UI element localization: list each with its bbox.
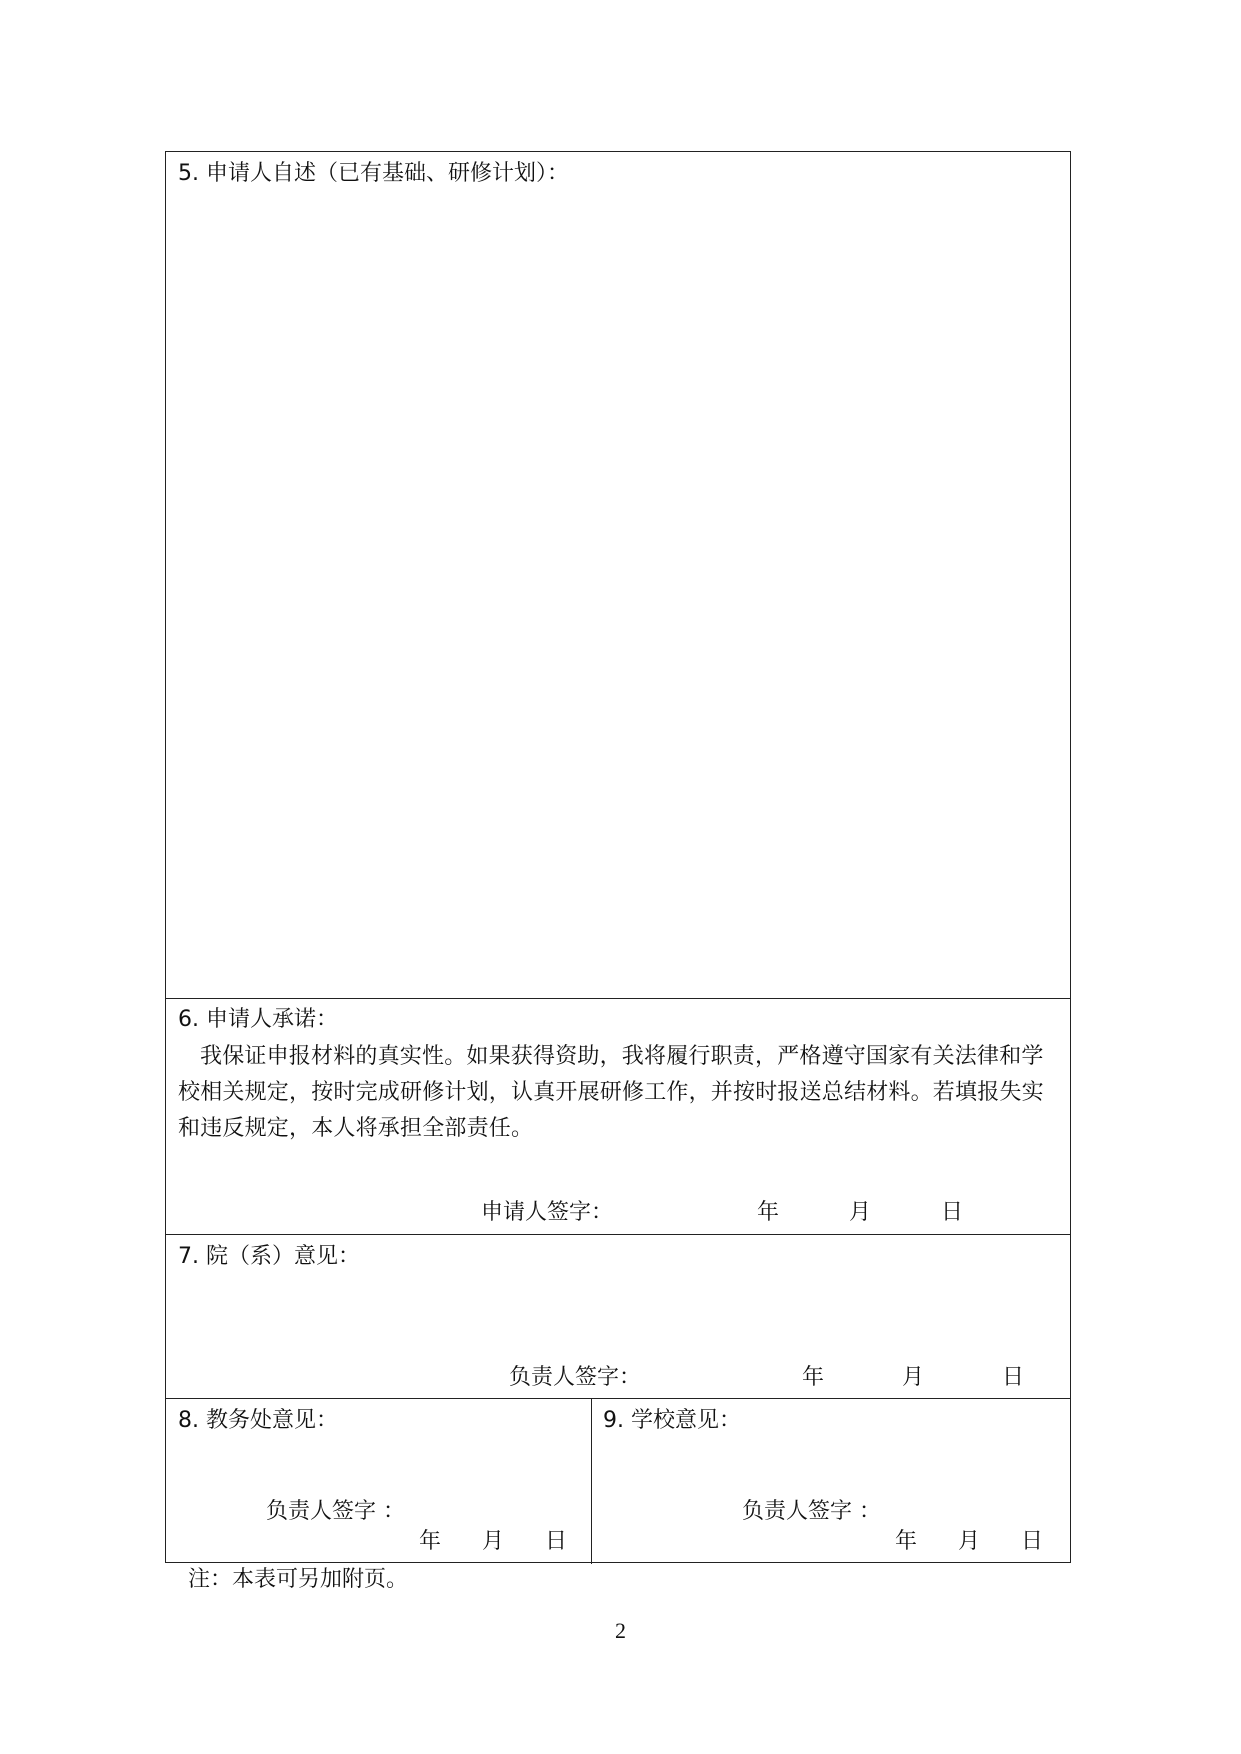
section-5-title: 5. 申请人自述（已有基础、研修计划）： — [178, 161, 569, 186]
section-9-year-label: 年 — [895, 1529, 918, 1554]
section-8-month-label: 月 — [482, 1529, 505, 1554]
section-8-title: 8. 教务处意见： — [178, 1408, 338, 1433]
divider-5-6 — [166, 998, 1070, 999]
section-7-year-label: 年 — [802, 1365, 825, 1390]
section-6-day-label: 日 — [941, 1200, 964, 1225]
section-8-year-label: 年 — [419, 1529, 442, 1554]
section-6-commitment-text: 我保证申报材料的真实性。如果获得资助，我将履行职责，严格遵守国家有关法律和学校相关规定，按时完成研修计划，认真开展研修工作，并按时报送总结材料。若填报失实和违反规定，本人将承担全部责任。 — [178, 1044, 1044, 1141]
section-9-day-label: 日 — [1021, 1529, 1044, 1554]
section-9-signature-label: 负责人签字 ： — [742, 1499, 881, 1524]
section-8-signature-label: 负责人签字 ： — [266, 1499, 405, 1524]
section-7-day-label: 日 — [1002, 1365, 1025, 1390]
application-form-table — [165, 151, 1071, 1563]
page-number: 2 — [615, 1618, 626, 1643]
section-7-month-label: 月 — [902, 1365, 925, 1390]
section-6-signature-label: 申请人签字： — [481, 1200, 614, 1225]
section-7-signature-field[interactable] — [646, 1361, 776, 1391]
divider-7-89 — [166, 1398, 1070, 1399]
section-8-day-label: 日 — [545, 1529, 568, 1554]
section-9-month-label: 月 — [958, 1529, 981, 1554]
section-7-title: 7. 院（系）意见： — [178, 1244, 360, 1269]
divider-8-9 — [591, 1398, 592, 1564]
divider-6-7 — [166, 1234, 1070, 1235]
section-5-answer-area[interactable] — [166, 192, 1069, 997]
section-6-signature-field[interactable] — [616, 1196, 746, 1226]
section-7-signature-label: 负责人签字： — [509, 1365, 642, 1390]
footnote: 注：本表可另加附页。 — [188, 1567, 409, 1592]
section-6-title: 6. 申请人承诺： — [178, 1007, 338, 1032]
section-9-title: 9. 学校意见： — [603, 1408, 741, 1433]
section-6-year-label: 年 — [757, 1200, 780, 1225]
section-6-month-label: 月 — [849, 1200, 872, 1225]
